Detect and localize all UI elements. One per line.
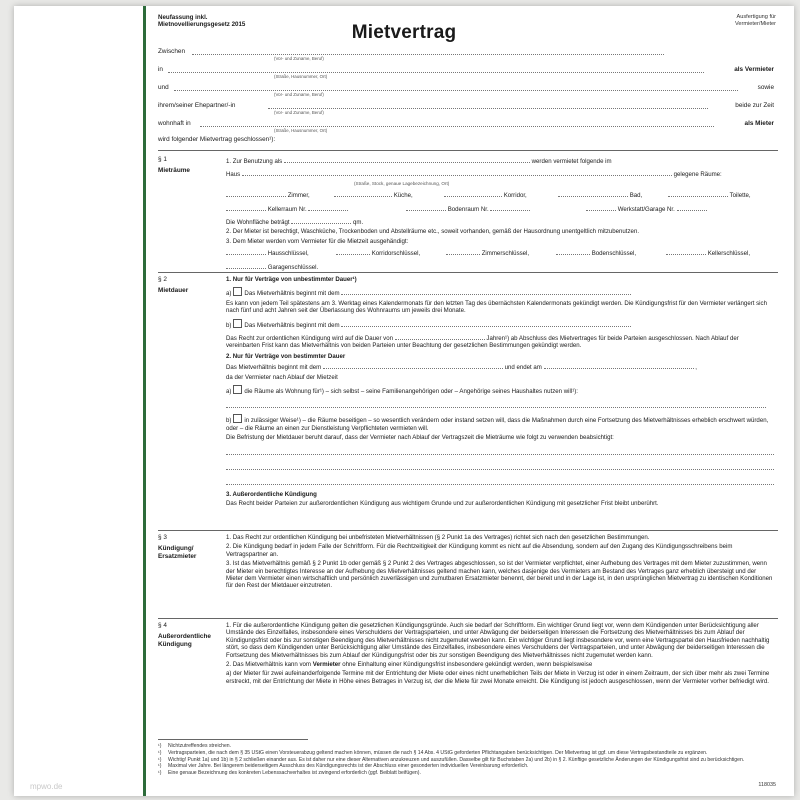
option-2b-checkbox[interactable] <box>233 414 242 423</box>
usage-intent-field-3[interactable] <box>226 472 774 485</box>
section-3-heading: § 3 Kündigung/ Ersatzmieter <box>158 534 197 560</box>
form-code: 118035 <box>758 782 776 788</box>
start-date-1a-field[interactable] <box>341 288 631 295</box>
section-4-heading: § 4 Außerordentliche Kündigung <box>158 622 211 648</box>
green-margin-bar <box>143 6 146 796</box>
edition-line-2: Mietnovellierungsgesetz 2015 <box>158 21 246 28</box>
footnote-divider <box>158 739 308 740</box>
section-3-body: 1. Das Recht zur ordentlichen Kündigung bei unbefristeten Mietverhältnissen (§ 2 Punkt 1a des Vertrages) richtet sich nach den gesetzlichen Bestimmungen. 2. Die Kündigung bedarf in jedem Falle der Schriftform. Für die Rechtzeitigkeit der Kündigung kommt es nicht auf die Absendung, sondern auf den Zugang des Kündigungsschreibens beim Vertragspartner an. 3. Ist das Mietverhältnis gemäß § 2 Punkt 1b oder gemäß § 2 Punkt 2 des Vertrages abgeschlossen, so ist der Vermieter verpflichtet, einer Aufhebung des Vertrages mit dem Mieter zuzustimmen, wenn der Mieter ein berechtigtes Interesse an der Aufhebung des Mietverhältnisses geltend machen kann, welches dasjenige des Vermieters am Bestand des Vertrages ganz erheblich übersteigt und der Mieter dem Vermieter einen wirtschaftlich und persönlich zuverlässigen und zumutbaren Ersatzmieter benennt, der bereit und in der Lage ist, in den ursprünglichen Mietvertrag zu identischen Konditionen für den Rest der Mietdauer einzutreten. <box>226 534 773 590</box>
document-title: Mietvertrag <box>351 22 457 43</box>
section-2-body: 1. Nur für Verträge von unbestimmter Dauer¹) a) Das Mietverhältnis beginnt mit dem Es kann von jedem Teil spätestens am 3. Werktag eines Kalendermonats für den letzten Tag des übernächsten Kalendermonats gekündigt werden. Die Kündigungsfrist für den Vermieter verlängert sich nach fünf und acht Jahren seit der Überlassung des Wohnraums um jeweils drei Monate. b) Das Mietverhältnis beginnt mit dem Das Recht zur ordentlichen Kündigung wird auf die Dauer von Jahren¹) ab Abschluss des Mietvertrages für beide Parteien ausgeschlossen. Nach Ablauf der vereinbarten Frist kann das Mietverhältnis von beiden Parteien unter Beachtung der gesetzlichen Bestimmungen gekündigt werden. 2. Nur für Verträge von bestimmter Dauer Das Mietverhältnis beginnt mit dem und endet am , da der Vermieter nach Ablauf der Mietzeit a) die Räume als Wohnung für¹) – sich selbst – seine Familienangehörigen oder – Angehörige seines Haushaltes nutzen will¹): b) in zulässiger Weise¹) – die Räume beseitigen – so wesentlich verändern oder instand setzen will, dass die Maßnahmen durch eine Fortsetzung des Mietverhältnisses erheblich erschwert würden, oder – die Räume an einen zur Dienstleistung Verpflichteten vermieten will. Die Befristung der Mietdauer beruht darauf, dass der Vermieter nach Ablauf der Vertragszeit die Mieträume wie folgt zu verwenden beabsichtigt: 3. Außerordentliche Kündigung Das Recht beider Parteien zur außerordentlichen Kündigung aus wichtigem Grunde und zur außerordentlichen Kündigung mit gesetzlicher Frist bleibt unberührt. <box>226 276 774 510</box>
usage-intent-field-2[interactable] <box>226 457 774 470</box>
footnote: ¹) Wichtig! Punkt 1a) und 1b) in § 2 schließen einander aus. Es ist daher nur eine dieser Alternativen anzukreuzen und auszufüllen. Dasselbe gilt für Buchstaben 2a) und 2b) in § 2. Künftige gesetzliche Änderungen der Kündigungsfrist sind zu berücksichtigen. <box>158 756 745 763</box>
footnotes <box>158 743 774 777</box>
exclusion-years-field[interactable] <box>395 333 485 340</box>
section-2-heading: § 2 Mietdauer <box>158 276 189 294</box>
section-4-body: 1. Für die außerordentliche Kündigung gelten die gesetzlichen Kündigungsgründe. Auch sie bedarf der Schriftform. Ein wichtiger Grund liegt vor, wenn dem Kündigenden unter Berücksichtigung aller Umstände des Einzelfalles, insbesondere eines Verschuldens der Vertragsparteien, und unter Abwägung der beiderseitigen Interessen die Fortsetzung des Mietverhältnisses bis zum Ablauf der Kündigungsfrist oder bis zur sonstigen Beendigung des Mietverhältnisses nicht zugemutet werden kann. Ein wichtiger Grund liegt insbesondere vor, wenn eine Vertragspartei den Hausfrieden nachhaltig stört, so dass dem Kündigenden unter Berücksichtigung aller Umstände des Einzelfalles, insbesondere eines Verschuldens der Vertragsparteien, und unter Abwägung der beiderseitigen Interessen die Fortsetzung des Mietverhältnisses bis zum Ablauf der Kündigungsfrist oder bis zur sonstigen Beendigung des Mietverhältnisses nicht zugemutet werden kann. 2. Das Mietverhältnis kann vom Vermieter ohne Einhaltung einer Kündigungsfrist insbesondere gekündigt werden, wenn beispielsweise a) der Mieter für zwei aufeinanderfolgende Termine mit der Entrichtung der Miete oder eines nicht unerheblichen Teils der Miete in Verzug ist oder in einem Zeitraum, der sich über mehr als zwei Termine erstreckt, mit der Entrichtung der Miete in Höhe eines Betrages in Verzug ist, der die Miete für zwei Monate erreicht. Die Kündigung ist jedoch ausgeschlossen, wenn der Vermieter vorher befriedigt wird. <box>226 622 770 685</box>
spouse-name-field[interactable] <box>268 108 708 109</box>
option-1a-checkbox[interactable] <box>233 287 242 296</box>
footnote: ¹) Vertragsparteien, die nach dem § 35 UStG einen Vorsteuerabzug geltend machen können, müssen die nach § 14 Abs. 4 UStG geforderten Pflichtangaben berücksichtigen. Der Mietvertrag ist ggf. um diese Vertragsbestandteile zu ergänzen. <box>158 749 708 756</box>
option-2a-reason-field[interactable] <box>226 397 766 408</box>
footnote: ¹) Eine genaue Bezeichnung des konkreten Lebenssachverhaltes ist zwingend erforderlich (ggf. Beiblatt beifügen). <box>158 770 421 777</box>
party-row-ehepartner: ihrem/seiner Ehepartner/-in (Vor- und Zuname, Beruf) beide zur Zeit <box>158 102 774 115</box>
copy-line-2: Vermieter/Mieter <box>734 21 776 27</box>
party-row-wohnhaft: wohnhaft in (Straße, Hausnummer, Ort) als Mieter <box>158 120 774 133</box>
edition-line-1: Neufassung inkl. <box>158 14 208 21</box>
usage-field[interactable] <box>284 156 530 163</box>
watermark: mpwo.de <box>30 782 63 791</box>
option-1b-checkbox[interactable] <box>233 319 242 328</box>
section-divider <box>158 150 778 151</box>
section-1-heading: § 1 Mieträume <box>158 156 190 174</box>
footnote: ¹) Maximal vier Jahre. Bei längerem beiderseitigem Ausschluss des Kündigungsrechts ist der Abschluss einer gesonderten individuellen Vereinbarung erforderlich. <box>158 763 529 770</box>
party-row-zwischen: Zwischen (Vor- und Zuname, Beruf) <box>158 44 774 58</box>
section-divider <box>158 272 778 273</box>
tenant-address-field[interactable] <box>200 126 714 127</box>
start-date-1b-field[interactable] <box>341 320 631 327</box>
fixed-start-field[interactable] <box>323 362 503 369</box>
section-divider <box>158 530 778 531</box>
tenant-name-field[interactable] <box>174 90 738 91</box>
option-2a-checkbox[interactable] <box>233 385 242 394</box>
landlord-name-field[interactable] <box>192 54 664 55</box>
party-row-in: in (Straße, Hausnummer, Ort) als Vermieter <box>158 66 774 79</box>
landlord-address-field[interactable] <box>168 72 704 73</box>
contract-page <box>14 6 794 796</box>
party-row-und: und (Vor- und Zuname, Beruf) sowie <box>158 84 774 97</box>
usage-intent-field-1[interactable] <box>226 444 774 455</box>
section-divider <box>158 618 778 619</box>
house-field[interactable] <box>242 169 672 176</box>
fixed-end-field[interactable] <box>544 362 694 369</box>
party-closing: wird folgender Mietvertrag geschlossen¹): <box>158 136 276 143</box>
copy-line-1: Ausfertigung für <box>736 14 776 20</box>
section-1-body: 1. Zur Benutzung als werden vermietet folgende im Haus gelegene Räume: (Straße, Stock, genaue Lagebezeichnung, Ort) Zimmer, Küche, Korridor, Bad, Toilette, Kellerraum Nr. Bodenraum Nr. Werkstatt/Garage Nr. Die Wohnfläche beträgt qm. 2. Der Mieter ist berechtigt, Waschküche, Trockenboden und Abstellräume etc., soweit vorhanden, gemäß der Hausordnung unentgeltlich mitzubenutzen. 3. Dem Mieter werden vom Vermieter für die Mietzeit ausgehändigt: Hausschlüssel, Korridorschlüssel, Zimmerschlüssel, Bodenschlüssel, Kellerschlüssel, Garagenschlüssel. <box>226 158 751 271</box>
footnote: ¹) Nichtzutreffendes streichen. <box>158 743 232 749</box>
living-area-field[interactable] <box>291 217 351 224</box>
